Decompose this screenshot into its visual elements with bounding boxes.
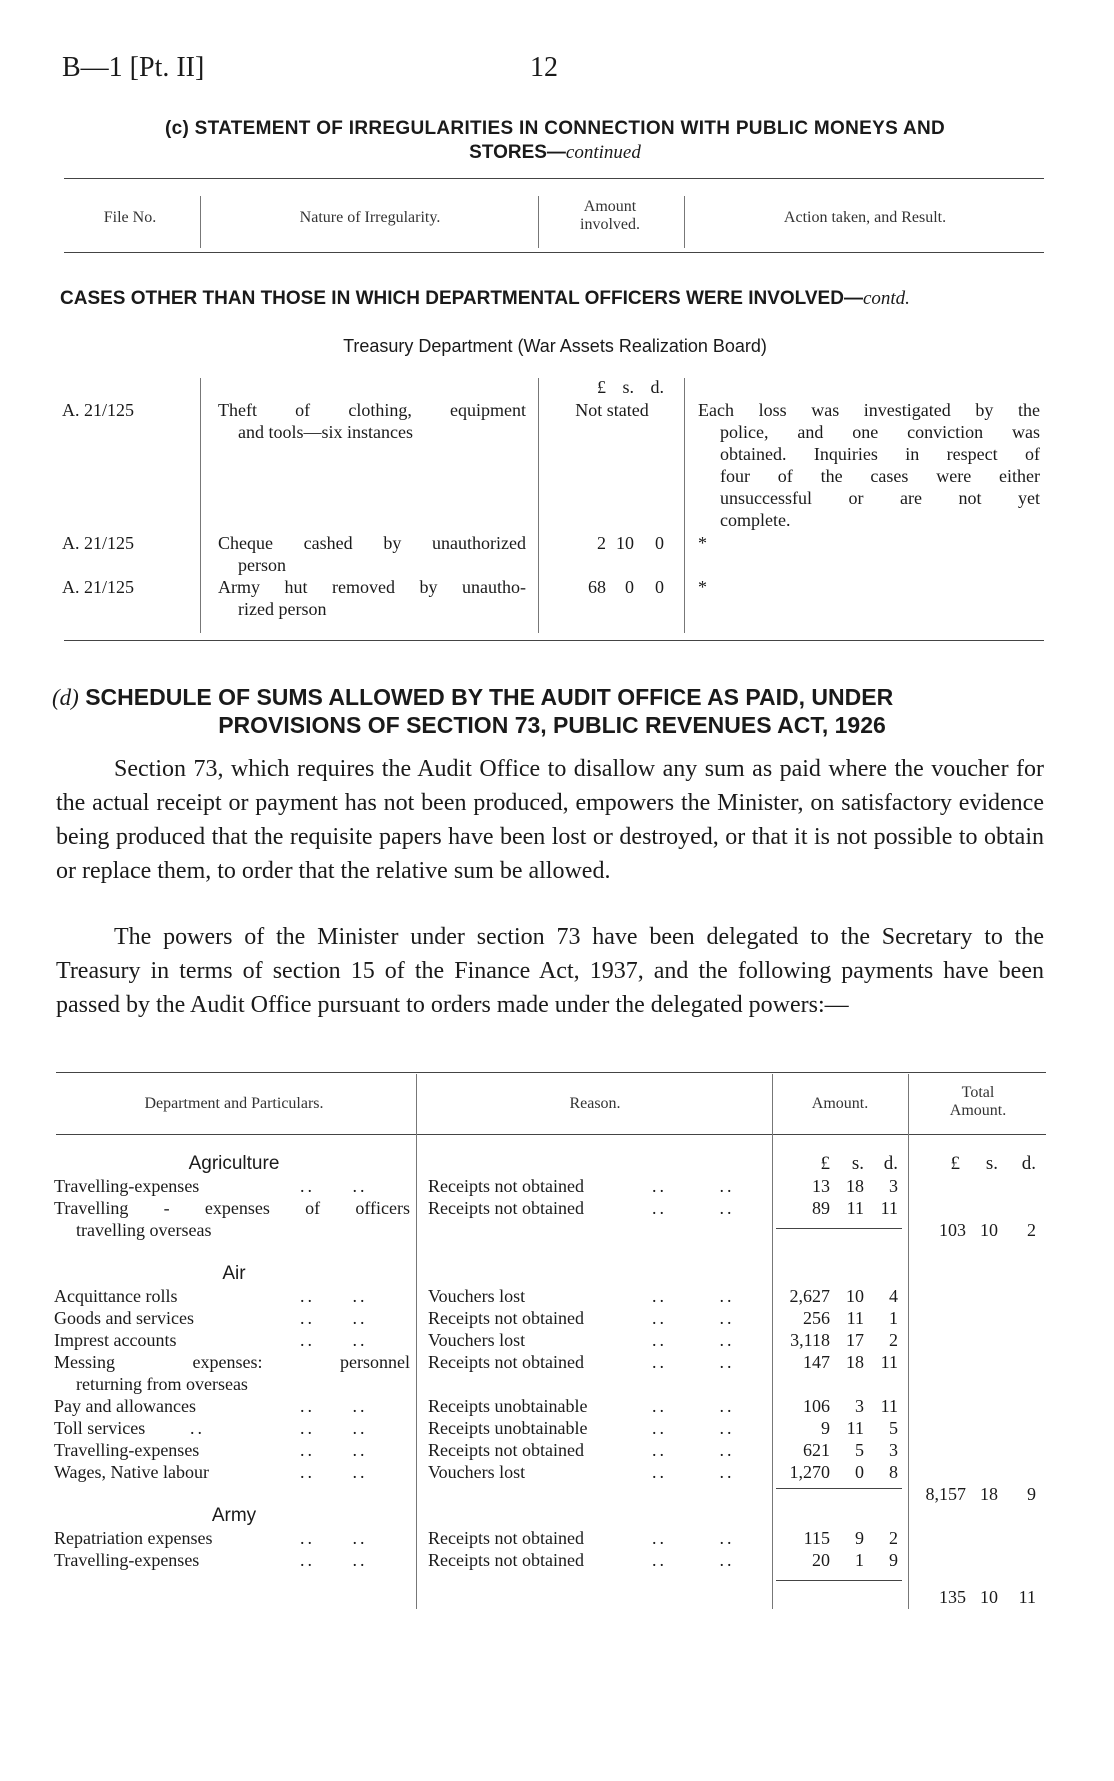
air-item-8-pounds: 1,270 bbox=[789, 1462, 830, 1482]
air-item-5-reason-dots: .. .. bbox=[652, 1396, 735, 1416]
currency-pounds-total: £ bbox=[950, 1153, 960, 1174]
army-total-pence: 11 bbox=[1018, 1587, 1036, 1607]
agri-item-2-pounds: 89 bbox=[812, 1198, 830, 1218]
air-item-5-pounds: 106 bbox=[803, 1396, 830, 1416]
agri-item-2-reason: Receipts not obtained bbox=[428, 1198, 584, 1218]
col-header-total-l1: Total bbox=[961, 1084, 995, 1101]
air-item-4-particular-l1: Messing expenses: personnel bbox=[54, 1352, 410, 1372]
agri-total-pounds: 103 bbox=[939, 1220, 966, 1240]
agri-item-1-pence: 3 bbox=[889, 1176, 898, 1196]
air-item-7-particular: Travelling-expenses bbox=[54, 1440, 200, 1460]
army-item-2-reason: Receipts not obtained bbox=[428, 1550, 584, 1570]
air-total-pounds: 8,157 bbox=[925, 1484, 966, 1504]
section-d-title-text: SCHEDULE OF SUMS ALLOWED BY THE AUDIT OFFICE AS PAID, UNDER bbox=[85, 684, 894, 710]
agri-total-shillings: 10 bbox=[980, 1220, 998, 1240]
air-item-8-particular: Wages, Native labour bbox=[54, 1462, 209, 1482]
agri-item-2-pence: 11 bbox=[880, 1198, 898, 1218]
air-item-8-reason-dots: .. .. bbox=[652, 1462, 735, 1482]
currency-pounds-d: £ bbox=[820, 1153, 830, 1174]
air-item-7-reason-dots: .. .. bbox=[652, 1440, 735, 1460]
army-total-shillings: 10 bbox=[980, 1587, 998, 1607]
air-item-1-pence: 4 bbox=[889, 1286, 898, 1306]
case-2-file: A. 21/125 bbox=[62, 533, 134, 553]
air-item-8-pence: 8 bbox=[889, 1462, 898, 1482]
army-item-2-pence: 9 bbox=[889, 1550, 898, 1570]
table-d-header-rule bbox=[56, 1134, 1046, 1135]
section-d-paragraph-1: Section 73, which requires the Audit Office to disallow any sum as paid where the voucher for the actual receipt or payment has not been produced, empowers the Minister, on satisfactory evidence being produced that the requisite papers have been lost or destroyed, or that it is not possible to obtain or replace them, to order that the relative sum be allowed. bbox=[56, 756, 1044, 884]
case-2-action: * bbox=[698, 533, 707, 553]
col-header-nature: Nature of Irregularity. bbox=[299, 209, 441, 226]
section-c-title-line2 bbox=[60, 142, 1050, 164]
air-item-2-dots: .. .. bbox=[300, 1308, 368, 1328]
army-item-1-pence: 2 bbox=[889, 1528, 898, 1548]
army-total-pounds: 135 bbox=[939, 1587, 966, 1607]
case-2-nature-l1: Cheque cashed by unauthorized bbox=[218, 533, 526, 553]
air-item-7-shillings: 5 bbox=[855, 1440, 864, 1460]
case-3-shillings: 0 bbox=[625, 577, 634, 597]
air-item-4-shillings: 18 bbox=[846, 1352, 864, 1372]
page-number: 12 bbox=[530, 52, 558, 83]
col-header-amount-d: Amount. bbox=[811, 1095, 869, 1112]
air-item-7-reason: Receipts not obtained bbox=[428, 1440, 584, 1460]
air-item-3-particular: Imprest accounts bbox=[54, 1330, 177, 1350]
case-3-nature-l2: rized person bbox=[238, 599, 327, 619]
case-2-pence: 0 bbox=[655, 533, 664, 553]
air-item-6-reason-dots: .. .. bbox=[652, 1418, 735, 1438]
air-item-3-pounds: 3,118 bbox=[790, 1330, 830, 1350]
air-item-2-pence: 1 bbox=[889, 1308, 898, 1328]
agri-item-2-reason-dots: .. .. bbox=[652, 1198, 735, 1218]
section-d-title-prefix: (d) bbox=[52, 685, 79, 710]
col-header-file-no: File No. bbox=[103, 209, 157, 226]
army-item-1-reason-dots: .. .. bbox=[652, 1528, 735, 1548]
currency-shillings-c: s. bbox=[622, 377, 634, 397]
agri-item-1-particular: Travelling-expenses bbox=[54, 1176, 200, 1196]
air-item-1-reason-dots: .. .. bbox=[652, 1286, 735, 1306]
section-d-title-line2: PROVISIONS OF SECTION 73, PUBLIC REVENUES ACT, 1926 bbox=[218, 712, 886, 738]
table-c-header-divider-2 bbox=[538, 196, 539, 248]
air-item-7-pounds: 621 bbox=[803, 1440, 830, 1460]
col-header-amount bbox=[540, 198, 680, 234]
cases-heading bbox=[60, 288, 1050, 310]
air-item-3-reason: Vouchers lost bbox=[428, 1330, 526, 1350]
air-item-8-reason: Vouchers lost bbox=[428, 1462, 526, 1482]
case-3-pounds: 68 bbox=[588, 577, 606, 597]
table-d-divider-3 bbox=[908, 1074, 909, 1609]
currency-shillings-d: s. bbox=[851, 1153, 864, 1174]
air-item-6-particular: Toll services bbox=[54, 1418, 146, 1438]
air-item-1-particular: Acquittance rolls bbox=[54, 1286, 178, 1306]
section-c-title-stores: STORES— bbox=[469, 142, 566, 163]
army-item-1-reason: Receipts not obtained bbox=[428, 1528, 584, 1548]
army-item-1-particular: Repatriation expenses bbox=[54, 1528, 213, 1548]
col-header-dept: Department and Particulars. bbox=[144, 1095, 324, 1112]
col-header-amount-l1: Amount bbox=[583, 198, 637, 215]
agri-total-pence: 2 bbox=[1027, 1220, 1036, 1240]
table-d-divider-2 bbox=[772, 1074, 773, 1609]
case-1-nature-l1: Theft of clothing, equipment bbox=[218, 400, 526, 420]
air-item-3-dots: .. .. bbox=[300, 1330, 368, 1350]
army-item-2-shillings: 1 bbox=[855, 1550, 864, 1570]
air-item-1-dots: .. .. bbox=[300, 1286, 368, 1306]
army-item-1-dots: .. .. bbox=[300, 1528, 368, 1548]
air-item-7-dots: .. .. bbox=[300, 1440, 368, 1460]
col-header-total-l2: Amount. bbox=[949, 1102, 1007, 1119]
agri-subtotal-rule bbox=[776, 1228, 902, 1229]
currency-pounds-c: £ bbox=[597, 377, 606, 397]
table-d-divider-1 bbox=[416, 1074, 417, 1609]
agri-item-1-pounds: 13 bbox=[812, 1176, 830, 1196]
air-item-4-reason-dots: .. .. bbox=[652, 1352, 735, 1372]
case-1-action-l5: unsuccessful or are not yet bbox=[720, 488, 1040, 508]
table-c-body-divider-1 bbox=[200, 378, 201, 633]
currency-pence-d: d. bbox=[883, 1153, 898, 1174]
group-air-heading: Air bbox=[222, 1263, 246, 1284]
agri-item-2-shillings: 11 bbox=[846, 1198, 864, 1218]
case-2-shillings: 10 bbox=[616, 533, 634, 553]
army-item-1-shillings: 9 bbox=[855, 1528, 864, 1548]
army-item-2-reason-dots: .. .. bbox=[652, 1550, 735, 1570]
section-d-paragraph-2: The powers of the Minister under section 73 have been delegated to the Secretary to the Treasury in terms of section 15 of the Finance Act, 1937, and the following payments have been passed by the Audit Office pursuant to orders made under the delegated powers:— bbox=[56, 924, 1044, 1018]
air-item-4-pence: 11 bbox=[880, 1352, 898, 1372]
air-item-1-reason: Vouchers lost bbox=[428, 1286, 526, 1306]
table-c-body-divider-2 bbox=[538, 378, 539, 633]
case-3-nature-l1: Army hut removed by unautho- bbox=[218, 577, 526, 597]
air-item-5-dots: .. .. bbox=[300, 1396, 368, 1416]
army-item-2-pounds: 20 bbox=[812, 1550, 830, 1570]
air-item-3-pence: 2 bbox=[889, 1330, 898, 1350]
cases-heading-text: CASES OTHER THAN THOSE IN WHICH DEPARTMENTAL OFFICERS WERE INVOLVED— bbox=[60, 288, 863, 309]
table-c-header-rule bbox=[64, 252, 1044, 253]
army-item-2-particular: Travelling-expenses bbox=[54, 1550, 200, 1570]
air-item-4-reason: Receipts not obtained bbox=[428, 1352, 584, 1372]
case-3-action: * bbox=[698, 577, 707, 597]
air-item-5-shillings: 3 bbox=[855, 1396, 864, 1416]
air-subtotal-rule bbox=[776, 1488, 902, 1489]
air-item-5-reason: Receipts unobtainable bbox=[428, 1396, 588, 1416]
case-1-action-l1: Each loss was investigated by the bbox=[698, 400, 1040, 420]
case-2-nature-l2: person bbox=[238, 555, 286, 575]
air-item-8-shillings: 0 bbox=[855, 1462, 864, 1482]
army-subtotal-rule bbox=[776, 1580, 902, 1581]
air-item-7-pence: 3 bbox=[889, 1440, 898, 1460]
air-item-2-particular: Goods and services bbox=[54, 1308, 194, 1328]
air-item-5-particular: Pay and allowances bbox=[54, 1396, 196, 1416]
currency-pence-c: d. bbox=[650, 377, 664, 397]
table-c-header-divider-3 bbox=[684, 196, 685, 248]
air-item-6-reason: Receipts unobtainable bbox=[428, 1418, 588, 1438]
air-item-4-particular-l2: returning from overseas bbox=[76, 1374, 248, 1394]
case-1-action-l2: police, and one conviction was bbox=[720, 422, 1040, 442]
army-item-1-pounds: 115 bbox=[803, 1528, 830, 1548]
air-item-8-dots: .. .. bbox=[300, 1462, 368, 1482]
page-reference: B—1 [Pt. II] bbox=[62, 52, 205, 83]
air-item-6-dots: .. .. bbox=[300, 1418, 368, 1438]
air-item-1-pounds: 2,627 bbox=[789, 1286, 830, 1306]
air-item-2-reason: Receipts not obtained bbox=[428, 1308, 584, 1328]
case-3-file: A. 21/125 bbox=[62, 577, 134, 597]
table-c-body-divider-3 bbox=[684, 378, 685, 633]
section-d-title-line1 bbox=[52, 684, 1052, 711]
case-1-action-l4: four of the cases were either bbox=[720, 466, 1040, 486]
group-army-heading: Army bbox=[211, 1505, 257, 1526]
table-c-bottom-rule bbox=[64, 640, 1044, 641]
air-item-3-reason-dots: .. .. bbox=[652, 1330, 735, 1350]
air-item-6-pounds: 9 bbox=[821, 1418, 830, 1438]
department-heading: Treasury Department (War Assets Realization Board) bbox=[343, 336, 767, 356]
currency-shillings-total: s. bbox=[985, 1153, 998, 1174]
air-item-2-shillings: 11 bbox=[846, 1308, 864, 1328]
table-d-top-rule bbox=[56, 1072, 1046, 1073]
agri-item-2-particular-l1: Travelling - expenses of officers bbox=[54, 1198, 410, 1218]
agri-item-2-particular-l2: travelling overseas bbox=[76, 1220, 212, 1240]
air-item-3-shillings: 17 bbox=[846, 1330, 864, 1350]
case-3-pence: 0 bbox=[655, 577, 664, 597]
currency-pence-total: d. bbox=[1021, 1153, 1036, 1174]
air-total-shillings: 18 bbox=[980, 1484, 998, 1504]
table-c-header-divider-1 bbox=[200, 196, 201, 248]
air-item-6-shillings: 11 bbox=[846, 1418, 864, 1438]
table-c-top-rule bbox=[64, 178, 1044, 179]
case-1-action-l6: complete. bbox=[720, 510, 791, 530]
agri-item-1-dots: .. .. bbox=[300, 1176, 368, 1196]
air-item-6-dots-a: .. bbox=[190, 1418, 205, 1438]
air-item-1-shillings: 10 bbox=[846, 1286, 864, 1306]
case-1-nature-l2: and tools—six instances bbox=[238, 422, 413, 442]
col-header-reason: Reason. bbox=[569, 1095, 621, 1112]
col-header-total bbox=[910, 1084, 1046, 1120]
case-2-pounds: 2 bbox=[597, 533, 606, 553]
air-total-pence: 9 bbox=[1027, 1484, 1036, 1504]
section-c-title-line1: (c) STATEMENT OF IRREGULARITIES IN CONNECTION WITH PUBLIC MONEYS AND bbox=[164, 118, 946, 139]
agri-item-1-shillings: 18 bbox=[846, 1176, 864, 1196]
col-header-amount-l2: involved. bbox=[580, 216, 640, 233]
case-1-file: A. 21/125 bbox=[62, 400, 134, 420]
agri-item-1-reason: Receipts not obtained bbox=[428, 1176, 584, 1196]
air-item-6-pence: 5 bbox=[889, 1418, 898, 1438]
air-item-4-pounds: 147 bbox=[803, 1352, 830, 1372]
air-item-2-pounds: 256 bbox=[803, 1308, 830, 1328]
case-1-action-l3: obtained. Inquiries in respect of bbox=[720, 444, 1040, 464]
agri-item-1-reason-dots: .. .. bbox=[652, 1176, 735, 1196]
section-c-title-continued: continued bbox=[565, 142, 641, 163]
air-item-2-reason-dots: .. .. bbox=[652, 1308, 735, 1328]
col-header-action: Action taken, and Result. bbox=[783, 209, 947, 226]
group-agriculture-heading: Agriculture bbox=[188, 1153, 280, 1174]
cases-heading-contd: contd. bbox=[862, 288, 910, 309]
army-item-2-dots: .. .. bbox=[300, 1550, 368, 1570]
air-item-5-pence: 11 bbox=[880, 1396, 898, 1416]
case-1-amount: Not stated bbox=[575, 400, 649, 420]
